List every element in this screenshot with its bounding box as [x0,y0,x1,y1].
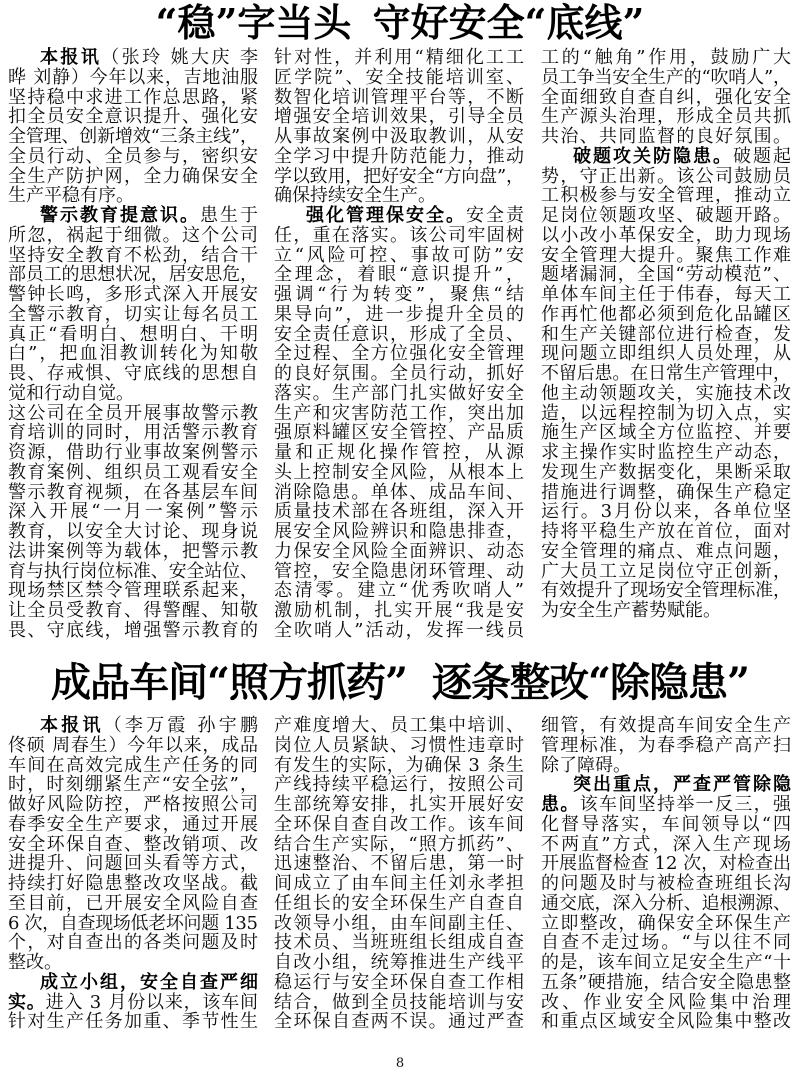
text-line [8,226,258,246]
text-line-content: 共治、共同监督的良好氛围。 [541,126,793,147]
text-line-content: 管理标准，为春季稳产高产扫 [541,734,793,756]
text-line [274,522,524,542]
text-line-content: 量和正规化操作管控，从源 [274,442,528,463]
text-line-content: 春季安全生产要求，通过开展 [8,813,260,835]
text-line-content: 力保安全风险全面辨识、动态 [274,540,526,562]
text-line [541,47,794,68]
text-line [8,147,258,167]
text-line-content: 时，时刻绷紧生产“安全弦”， [8,774,260,796]
text-line-content: 6 次，自查现场低老坏问题 135 [8,912,258,934]
text-line [8,835,258,855]
text-line-content: 措施进行调整，确保生产稳定 [541,481,793,503]
paragraph-lead: 破题攻关防隐患。 [573,145,733,167]
text-line-content: 岗位人员紧缺、习惯性违章时 [274,734,526,756]
text-line [541,973,791,993]
text-line-content: 为安全生产蓄势赋能。 [541,600,721,621]
text-line-content: 的是，该车间立足安全生产“十 [541,952,792,973]
text-line-content: 全吹哨人”活动，发挥一线员 [274,619,527,641]
text-line [8,246,258,266]
text-line [8,88,258,108]
text-line [541,167,791,187]
text-line [274,186,524,206]
text-line-content: 全理念，着眼“意识提升”， [274,264,527,286]
text-line-content: 开展监督检查 12 次，对检查出 [541,853,791,875]
text-line [541,305,791,325]
text-line-content: 个，对自查出的各类问题及时 [8,932,260,954]
text-line [274,736,524,756]
text-line [541,344,791,364]
text-line-content: 自查不走过场。“与以往不同 [541,932,794,954]
text-line-content: 觉和行动自觉。 [8,382,134,404]
text-line-content: 改领导小组，由车间副主任、 [274,912,526,934]
text-line-content: 进提升、问题回头看等方式， [8,853,260,875]
article-1-column-3 [541,47,794,621]
text-line-content: 技术员、当班班组长组成自查 [274,932,526,954]
text-line-content: 造，以远程控制为切入点，实 [541,402,793,424]
text-line [541,1012,791,1032]
text-line [541,562,791,582]
text-line [541,736,791,756]
text-line [8,47,261,68]
text-line-content [40,973,260,993]
text-line [541,364,791,384]
text-line [8,68,258,88]
text-line [8,894,258,914]
text-line [274,284,528,305]
text-line-content: 自改小组，统筹推进生产线平 [274,952,526,973]
text-line [541,285,791,305]
text-line-content: 白”，把血泪教训转化为知敬 [8,343,261,365]
text-line-content: 强原料罐区安全管控、产品质 [274,422,526,444]
text-line-content: 激励机制，扎实开展“我是安 [274,600,527,621]
paragraph-text: 安全责 [466,205,526,226]
text-line-content: 和生产关键部位进行检查，发 [541,323,793,345]
text-line [541,404,791,424]
text-line [541,953,791,973]
text-line-content: 的问题及时与被检查班组长沟 [541,873,793,894]
text-line-content [40,48,260,68]
text-line-content: 结合生产实际，“照方抓药”、 [274,833,526,855]
text-line-content [8,993,259,1013]
paragraph-lead: 突出重点，严查严管除隐 [573,774,793,796]
text-line [274,66,527,88]
text-line [274,502,524,522]
text-line-content: 除了障碍。 [541,754,631,776]
text-line-content: 管控，安全隐患闭环管理、动 [274,560,526,582]
text-line [8,265,258,285]
text-line [541,68,791,88]
text-line [541,716,791,736]
text-line-content: 产难度增大、员工集中培训、 [274,715,526,736]
article-2-column-1 [8,715,262,1033]
text-line [8,443,258,463]
text-line [8,874,258,894]
text-line [541,88,791,108]
paragraph-text: （张玲 姚大庆 李 [101,47,261,68]
text-line [541,226,791,246]
text-line-content [573,147,793,167]
text-line [274,423,524,443]
text-line [541,127,791,147]
text-line-content [541,795,792,815]
text-line [541,601,791,621]
text-line [8,522,258,542]
text-line-content: 发现生产数据变化，果断采取 [541,461,793,483]
paragraph-lead: 警示教育提意识。 [40,205,200,226]
text-line-content: 学以致用，把好安全“方向盘”， [274,165,524,187]
text-line [274,264,527,286]
text-line [541,483,791,503]
text-line [541,756,791,776]
text-line-content: 有效提升了现场安全管理标准， [541,580,791,602]
text-line [274,147,524,167]
text-line [8,756,258,776]
text-line-content: 生部统筹安排，扎实开展好安 [274,794,526,815]
text-line-content: 警示教育视频，在各基层车间 [8,481,260,503]
text-line [541,246,791,266]
text-line [274,404,524,424]
text-line-content: 态清零。建立“优秀吹哨人” [274,580,527,602]
text-line [8,285,258,305]
text-line [541,914,791,934]
article-1-column-2 [274,47,528,641]
text-line [8,795,258,815]
text-line [274,600,527,621]
text-line [8,953,258,973]
text-line [541,522,791,542]
text-line [541,463,791,483]
text-line-content: 不两直”方式，深入生产现场 [541,833,794,855]
text-line [274,167,524,187]
text-line-content: 安全责任意识，形成了全员、 [274,323,526,345]
text-line-content: 深入开展“一月一案例”警示 [8,501,261,523]
text-line-content: 法讲案例等为载体，把警示教 [8,540,260,562]
text-line-content: 持续打好隐患整改攻坚战。截 [8,873,260,894]
article-2-column-2 [274,716,524,1032]
text-line-content: 工积极参与安全管理，推动立 [541,185,793,207]
text-line [274,107,524,127]
text-line [8,715,262,736]
text-line-content: 立“风险可控、事故可防”安 [274,244,527,266]
text-line [274,894,524,914]
text-line-content: 细管，有效提高车间安全生产 [541,715,793,736]
text-line-content: 资源，借助行业事故案例警示 [8,442,260,463]
text-line-content: 全警示教育，切实让每名员工 [8,303,260,325]
text-line [541,932,794,954]
text-line-content: 全过程、全方位强化安全管理 [274,343,526,365]
text-line-content: 迅速整治、不留后患，第一时 [274,853,526,875]
text-line-content [40,716,261,736]
text-line-content: 生产和灾害防范工作，突出加 [274,402,526,424]
text-line [8,343,261,365]
text-line [541,206,791,226]
text-line-content: 产线持续平稳运行，按照公司 [274,774,526,796]
text-line-content: 全环保自查两不误。通过严查 [274,1011,526,1033]
text-line [274,815,524,835]
text-line-content [40,206,260,226]
text-line-content: 匠学院”、安全技能培训室、 [274,66,527,88]
text-line-content: 坚持稳中求进工作总思路，紧 [8,86,260,108]
text-line [541,991,795,1013]
text-line-content: 针对生产任务加重、季节性生 [8,1011,260,1033]
text-line [8,775,258,795]
text-line-content: 和重点区域安全风险集中整改 [541,1011,793,1033]
text-line [274,933,524,953]
text-line [274,47,527,68]
text-line-content: 足岗位领题攻坚、破题开路。 [541,205,793,226]
text-line-content: 消除隐患。单体、成品车间、 [274,481,526,503]
text-line-content: 佟硕 周春生）今年以来，成品 [8,734,259,756]
text-line-content: 化督导落实，车间领导以“四 [541,813,794,835]
article-2-title: 成品车间“照方抓药” 逐条整改“除隐患” [51,659,749,706]
text-line-content: 生产平稳有序。 [8,185,134,207]
text-line [541,813,794,835]
text-line [274,580,527,602]
text-line-content: 强调“行为转变”，聚焦“结 [274,284,528,305]
text-line [8,323,261,345]
text-line-content: 展安全风险辨识和隐患排查， [274,521,526,542]
text-line [274,364,524,384]
text-line-content: 改、作业安全风险集中治理 [541,991,795,1013]
text-line [274,562,524,582]
text-line-content: 部员工的思想状况，居安思危， [8,264,258,286]
text-line-content: 头上控制安全风险，从根本上 [274,461,526,483]
text-line [274,973,524,993]
text-line [8,601,258,621]
text-line-content: 通交底，深入分析、追根溯源、 [541,892,791,914]
text-line-content: 持将平稳生产放在首位，面对 [541,521,793,542]
text-line [8,993,258,1013]
paragraph-lead: 成立小组，安全自查严细 [40,971,260,993]
article-1-title: “稳”字当头 守好安全“底线” [155,0,645,45]
text-line-content: 坚持安全教育不松劲，结合干 [8,244,260,266]
text-line-content: 所忽，祸起于细微。这个公司 [8,224,260,246]
text-line [8,542,258,562]
text-line [541,581,791,601]
text-line [274,206,524,226]
text-line [274,854,524,874]
text-line-content: 全环保自查自改工作。该车间 [274,813,526,835]
text-line [274,1012,524,1032]
text-line-content: 扣全员安全意识提升、强化安 [8,106,260,128]
text-line-content: 教育案例、组织员工观看安全 [8,461,260,483]
text-line [541,186,791,206]
text-line [274,344,524,364]
text-line [274,303,527,325]
text-line [8,206,258,226]
text-line [541,795,791,815]
text-line-content: 全管理、创新增效“三条主线”， [8,126,258,147]
text-line-content: 运行。3月份以来，各单位坚 [541,501,793,523]
paragraph-lead: 强化管理保安全。 [306,205,466,226]
text-line-content: 警钟长鸣，多形式深入开展安 [8,284,260,305]
text-line [541,443,791,463]
text-line [274,127,524,147]
text-line-content: 数智化培训管理平台等，不断 [274,86,526,108]
paragraph-text: 该车间坚持举一反三，强 [579,794,793,815]
text-line-content: 任，重在落实。该公司牢固树 [274,224,526,246]
text-line-content: 全面细致自查自纠，强化安全 [541,86,793,108]
text-line-content: 稳运行与安全环保自查工作相 [274,971,526,993]
text-line [274,325,524,345]
text-line [8,501,261,523]
text-line-content: 落实。生产部门扎实做好安全 [274,382,526,404]
text-line-content: 立即整改，确保安全环保生产 [541,912,793,934]
paragraph-lead: 本报讯 [40,47,102,68]
text-line-content: 五条”硬措施，结合安全隐患整 [541,971,792,993]
text-line [274,795,524,815]
text-line [8,581,258,601]
text-line [8,384,258,404]
text-line-content: 育与执行岗位标准、安全站位、 [8,560,258,582]
text-line-content: 安全环保自查、整改销项、改 [8,833,260,855]
text-line-content: 广大员工立足岗位守正创新， [541,560,793,582]
text-line-content: 畏、守底线，增强警示教育的 [8,619,260,641]
text-line [541,147,791,167]
text-line-content: 整改。 [8,952,62,973]
page-number: 8 [395,1056,405,1071]
text-line [8,854,258,874]
text-line [274,88,524,108]
text-line [8,914,258,934]
text-line [274,542,524,562]
text-line-content: 有发生的实际，为确保 3 条生 [274,754,525,776]
text-line-content: 育培训的同时，用活警示教育 [8,422,260,444]
text-line [541,423,791,443]
text-line-content: 单体车间主任于伟春，每天工 [541,284,793,305]
text-line [541,542,791,562]
text-line-content: 这公司在全员开展事故警示教 [8,402,260,424]
text-line-content: 全生产防护网，全力确保安全 [8,165,260,187]
text-line [8,483,258,503]
text-line-content: 的良好氛围。全员行动，抓好 [274,363,526,384]
text-line-content: 从事故案例中汲取教训，从安 [274,126,526,147]
text-line [541,874,791,894]
text-line [8,815,258,835]
text-line [541,325,791,345]
text-line-content [306,206,526,226]
text-line [274,993,524,1013]
text-line [274,442,528,463]
text-line [8,463,258,483]
text-line-content: 结合，做到全员技能培训与安 [274,991,526,1013]
text-line-content: 晔 刘静）今年以来，吉地油服 [8,66,259,88]
text-line-content: 势，守正出新。该公司鼓励员 [541,165,793,187]
text-line-content: 生产源头治理，形成全员共抓 [541,106,793,128]
text-line [274,463,524,483]
text-line [541,894,791,914]
text-line-content: 工的“触角”作用，鼓励广大 [541,47,794,68]
text-line [274,874,524,894]
text-line-content: 果导向”，进一步提升全员的 [274,303,527,325]
text-line [8,167,258,187]
text-line [274,483,524,503]
text-line [8,562,258,582]
text-line [8,1012,258,1032]
paragraph-text: （李万霞 孙宇鹏 [103,715,262,736]
text-line [541,775,791,795]
text-line-content: 畏、存戒惧、守底线的思想自 [8,363,260,384]
paragraph-lead: 本报讯 [40,715,104,736]
paragraph-text: 破题起 [733,145,793,167]
text-line-content: 施生产区域全方位监控、并要 [541,422,793,444]
text-line [274,953,524,973]
text-line [541,107,791,127]
text-line [541,833,794,855]
paragraph-lead-end: 实。 [8,991,46,1013]
text-line-content: 教育，以安全大讨论、现身说 [8,521,260,542]
text-line [8,933,258,953]
article-1-column-1 [8,47,261,641]
text-line [274,775,524,795]
text-line [8,127,258,147]
text-line [274,384,524,404]
text-line-content: 至目前，已开展安全风险自查 [8,892,260,914]
text-line [8,186,258,206]
text-line-content: 让全员受教育、得警醒、知敬 [8,600,260,621]
text-line [8,364,258,384]
text-line [274,914,524,934]
paragraph-lead-end: 患。 [541,794,580,815]
text-line-content: 针对性，并利用“精细化工工 [274,47,527,68]
text-line-content: 确保持续安全生产。 [274,185,436,207]
text-line-content: 作再忙他都必须到危化品罐区 [541,303,793,325]
article-2-column-3 [541,715,795,1033]
text-line-content: 他主动领题攻关，实施技术改 [541,382,793,404]
text-line [541,265,791,285]
text-line-content: 真正“看明白、想明白、干明 [8,323,261,345]
text-line-content: 安全管理大提升。聚焦工作难 [541,244,793,266]
text-line-content: 不留后患。在日常生产管理中， [541,363,791,384]
text-line-content: 全学习中提升防范能力，推动 [274,145,526,167]
text-line-content: 以小改小革保安全，助力现场 [541,224,793,246]
text-line-content: 现场禁区禁令管理联系起来， [8,580,260,602]
text-line-content: 题堵漏洞，全国“劳动模范”、 [541,264,793,286]
text-line [274,835,524,855]
text-line [274,619,527,641]
text-line [541,502,791,522]
text-line [8,404,258,424]
text-line [541,854,791,874]
text-line [274,756,524,776]
text-line [8,621,258,641]
text-line [541,384,791,404]
text-line-content [573,775,793,795]
text-line-content: 全员行动、全员参与，密织安 [8,145,260,167]
text-line [8,423,258,443]
text-line [8,973,258,993]
text-line-content: 现问题立即组织人员处理，从 [541,343,793,365]
paragraph-text: 进入 3 月份以来，该车间 [45,991,259,1013]
text-line [8,305,258,325]
text-line-content: 求主操作实时监控生产动态， [541,442,793,463]
text-line-content: 任组长的安全环保生产自查自 [274,892,526,914]
text-line [274,716,524,736]
text-line-content: 质量技术部在各班组，深入开 [274,501,526,523]
text-line [274,244,527,266]
text-line-content: 员工争当安全生产的“吹哨人”， [541,66,791,88]
paragraph-text: 患生于 [200,205,260,226]
text-line-content: 间成立了由车间主任刘永孝担 [274,873,526,894]
text-line-content: 安全管理的痛点、难点问题， [541,540,793,562]
text-line-content: 增强安全培训效果，引导全员 [274,106,526,128]
text-line [8,736,258,756]
text-line-content: 车间在高效完成生产任务的同 [8,754,260,776]
text-line [274,226,524,246]
text-line-content: 做好风险防控，严格按照公司 [8,794,260,815]
text-line [8,107,258,127]
